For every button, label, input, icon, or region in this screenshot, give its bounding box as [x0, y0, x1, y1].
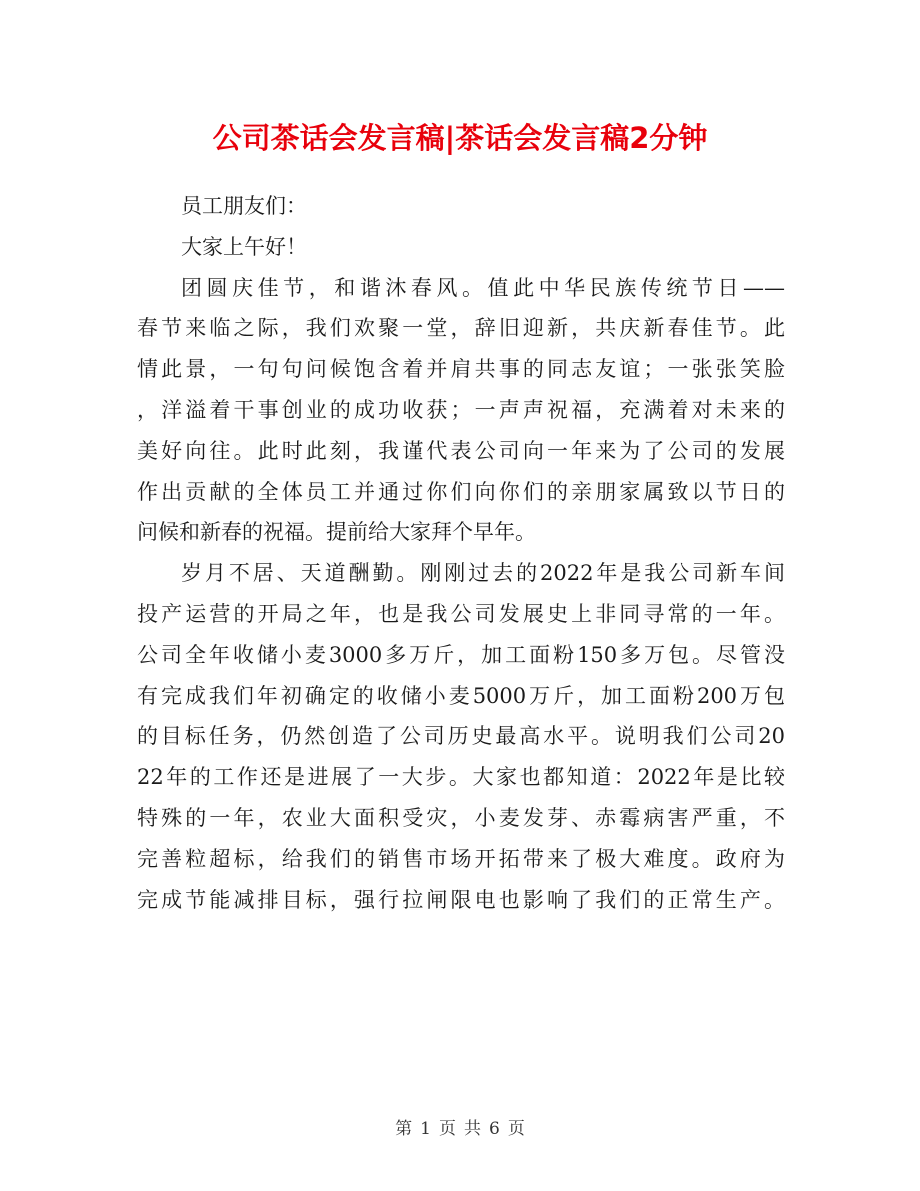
paragraph2-line: 22年的工作还是进展了一大步。大家也都知道：2022年是比较: [137, 765, 785, 790]
paragraph2-line: 完善粒超标，给我们的销售市场开拓带来了极大难度。政府为: [137, 846, 785, 871]
greeting-line: 员工朋友们：: [181, 194, 307, 218]
paragraph2-line: 完成节能减排目标，强行拉闸限电也影响了我们的正常生产。: [137, 887, 785, 912]
footer-label-ye: 页: [507, 1119, 525, 1139]
footer-label-ye: 页: [439, 1119, 456, 1139]
paragraph2-line: 投产运营的开局之年，也是我公司发展史上非同寻常的一年。: [137, 601, 785, 626]
paragraph1-line: ，洋溢着干事创业的成功收获；一声声祝福，充满着对未来的: [137, 397, 785, 422]
salutation-line: 大家上午好！: [181, 234, 307, 259]
paragraph1-line: 团圆庆佳节，和谐沐春风。值此中华民族传统节日——: [181, 275, 785, 300]
paragraph1-line: 美好向往。此时此刻，我谨代表公司向一年来为了公司的发展: [137, 438, 785, 463]
paragraph2-line: 岁月不居、天道酬勤。刚刚过去的2022年是我公司新车间: [181, 561, 785, 586]
paragraph2-line: 有完成我们年初确定的收储小麦5000万斤，加工面粉200万包: [137, 683, 785, 708]
document-body: [137, 186, 785, 920]
paragraph1-line: 情此景，一句句问候饱含着并肩共事的同志友谊；一张张笑脸: [137, 357, 785, 382]
footer-label-total: 共: [464, 1119, 481, 1139]
document-title: 公司茶话会发言稿|茶话会发言稿2分钟: [212, 121, 708, 155]
footer-current-page: 1: [420, 1119, 431, 1139]
paragraph1-line: 作出贡献的全体员工并通过你们向你们的亲朋家属致以节日的: [137, 479, 785, 504]
paragraph1-line: 春节来临之际，我们欢聚一堂，辞旧迎新，共庆新春佳节。此: [137, 316, 785, 341]
footer-total-pages: 6: [489, 1119, 500, 1139]
page-footer: [0, 1114, 920, 1139]
paragraph2-line: 特殊的一年，农业大面积受灾，小麦发芽、赤霉病害严重，不: [137, 805, 785, 830]
footer-label-page: 第: [395, 1119, 413, 1139]
paragraph2-line: 的目标任务，仍然创造了公司历史最高水平。说明我们公司20: [137, 724, 785, 749]
paragraph1-line: 问候和新春的祝福。提前给大家拜个早年。: [137, 520, 536, 545]
paragraph2-line: 公司全年收储小麦3000多万斤，加工面粉150多万包。尽管没: [137, 642, 785, 667]
